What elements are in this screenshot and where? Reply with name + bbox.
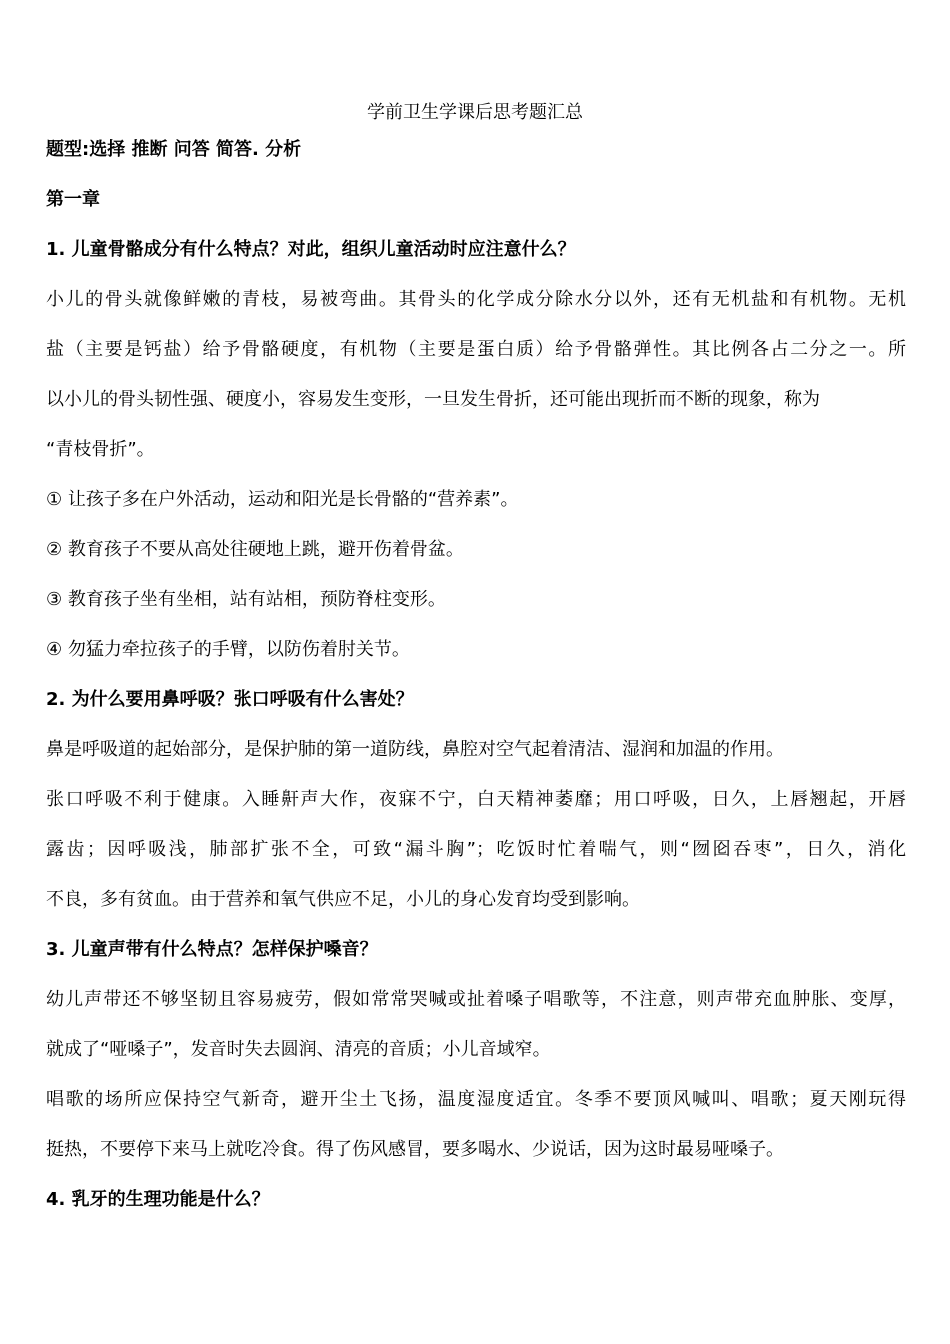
question-3-paragraph-line: 就成了“哑嗓子”，发音时失去圆润、清亮的音质；小儿音域窄。 xyxy=(46,1039,551,1060)
question-1-paragraph-line: “青枝骨折”。 xyxy=(46,439,155,460)
question-1-heading: 1. 儿童骨骼成分有什么特点？对此，组织儿童活动时应注意什么？ xyxy=(46,239,576,260)
question-3-paragraph-line: 幼儿声带还不够坚韧且容易疲劳，假如常常哭喊或扯着嗓子唱歌等，不注意，则声带充血肿胀、变厚， xyxy=(46,989,906,1010)
question-types: 题型:选择 推断 问答 简答. 分析 xyxy=(46,139,302,160)
question-3-paragraph-line: 挺热，不要停下来马上就吃冷食。得了伤风感冒，要多喝水、少说话，因为这时最易哑嗓子。 xyxy=(46,1139,784,1160)
question-1-paragraph-line: 小儿的骨头就像鲜嫩的青枝，易被弯曲。其骨头的化学成分除水分以外，还有无机盐和有机物。无机 xyxy=(46,289,906,310)
question-3-paragraph-line: 唱歌的场所应保持空气新奇，避开尘土飞扬，温度湿度适宜。冬季不要顶风喊叫、唱歌；夏天刚玩得 xyxy=(46,1089,906,1110)
chapter-heading: 第一章 xyxy=(46,189,100,210)
question-1-list-item: ① 让孩子多在户外活动，运动和阳光是长骨骼的“营养素”。 xyxy=(46,489,519,510)
question-2-paragraph-line: 露齿；因呼吸浅，肺部扩张不全，可致“漏斗胸”；吃饭时忙着喘气，则“囫囵吞枣”，日久，消化 xyxy=(46,839,906,860)
document-title: 学前卫生学课后思考题汇总 xyxy=(367,102,583,123)
question-2-paragraph: 鼻是呼吸道的起始部分，是保护肺的第一道防线，鼻腔对空气起着清洁、湿润和加温的作用。 xyxy=(46,739,784,760)
question-2-heading: 2. 为什么要用鼻呼吸？张口呼吸有什么害处？ xyxy=(46,689,414,710)
question-2-paragraph-line: 不良，多有贫血。由于营养和氧气供应不足，小儿的身心发育均受到影响。 xyxy=(46,889,640,910)
question-1-paragraph-line: 以小儿的骨头韧性强、硬度小，容易发生变形，一旦发生骨折，还可能出现折而不断的现象，称为 xyxy=(46,389,820,410)
question-1-list-item: ③ 教育孩子坐有坐相，站有站相，预防脊柱变形。 xyxy=(46,589,446,610)
question-2-paragraph-line: 张口呼吸不利于健康。入睡鼾声大作，夜寐不宁，白天精神萎靡；用口呼吸，日久，上唇翘起，开唇 xyxy=(46,789,906,810)
question-3-heading: 3. 儿童声带有什么特点？怎样保护嗓音？ xyxy=(46,939,378,960)
question-4-heading: 4. 乳牙的生理功能是什么？ xyxy=(46,1189,270,1210)
question-1-list-item: ④ 勿猛力牵拉孩子的手臂，以防伤着肘关节。 xyxy=(46,639,410,660)
question-1-paragraph-line: 盐（主要是钙盐）给予骨骼硬度，有机物（主要是蛋白质）给予骨骼弹性。其比例各占二分之一。所 xyxy=(46,339,906,360)
question-1-list-item: ② 教育孩子不要从高处往硬地上跳，避开伤着骨盆。 xyxy=(46,539,464,560)
